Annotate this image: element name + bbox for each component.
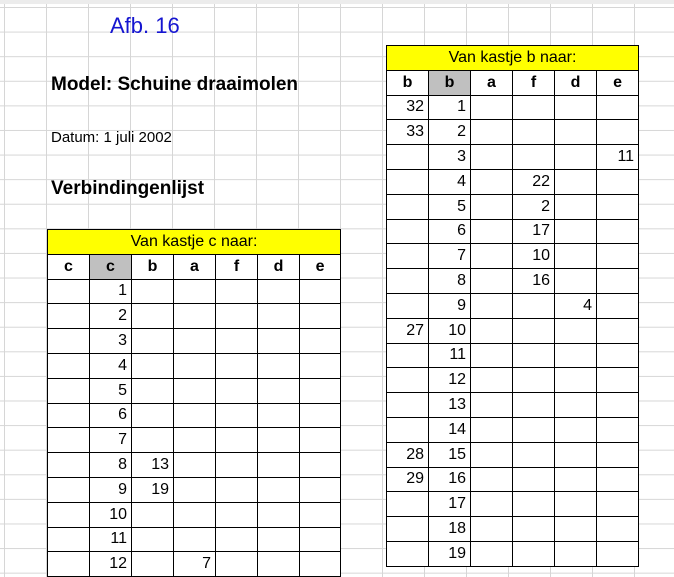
table-cell[interactable]: 14: [429, 417, 471, 442]
table-caption[interactable]: Van kastje b naar:: [387, 46, 639, 71]
table-row: [387, 517, 639, 542]
table-cell[interactable]: 12: [429, 368, 471, 393]
table-cell[interactable]: 19: [429, 541, 471, 566]
model-title: Model: Schuine draaimolen: [51, 74, 299, 95]
table-cell[interactable]: [387, 517, 429, 542]
table-cell[interactable]: [555, 442, 597, 467]
table-cell[interactable]: [513, 442, 555, 467]
table-cell[interactable]: [555, 169, 597, 194]
table-cell[interactable]: [216, 378, 258, 403]
table-cell[interactable]: 3: [429, 145, 471, 170]
table-row: [48, 428, 341, 453]
table-cell[interactable]: [471, 145, 513, 170]
table-caption-row: [48, 230, 341, 255]
table-cell[interactable]: [471, 120, 513, 145]
table-cell[interactable]: [555, 95, 597, 120]
table-cell[interactable]: 5: [429, 194, 471, 219]
table-cell[interactable]: 22: [513, 169, 555, 194]
table-cell[interactable]: [471, 393, 513, 418]
table-cell[interactable]: [387, 244, 429, 269]
table-cell[interactable]: [216, 552, 258, 577]
table-cell[interactable]: [555, 219, 597, 244]
column-header[interactable]: a: [174, 254, 216, 279]
table-cell[interactable]: [387, 219, 429, 244]
table-cell[interactable]: [258, 527, 300, 552]
table-cell[interactable]: [258, 502, 300, 527]
table-cell[interactable]: [471, 492, 513, 517]
table-cell[interactable]: [48, 329, 90, 354]
table-cell[interactable]: 19: [132, 477, 174, 502]
table-cell[interactable]: 11: [597, 145, 639, 170]
table-cell[interactable]: [174, 477, 216, 502]
table-cell[interactable]: [471, 169, 513, 194]
table-cell[interactable]: [471, 541, 513, 566]
table-cell[interactable]: [258, 279, 300, 304]
table-row: [48, 453, 341, 478]
table-cell[interactable]: [597, 517, 639, 542]
table-row: [387, 368, 639, 393]
table-cell[interactable]: [300, 304, 341, 329]
table-row: [387, 318, 639, 343]
table-cell[interactable]: 2: [429, 120, 471, 145]
table-cell[interactable]: [471, 293, 513, 318]
table-cell[interactable]: [555, 541, 597, 566]
column-header[interactable]: a: [471, 70, 513, 95]
table-caption[interactable]: Van kastje c naar:: [48, 230, 341, 255]
table-cell[interactable]: [216, 527, 258, 552]
table-row: [387, 244, 639, 269]
table-cell[interactable]: 18: [429, 517, 471, 542]
connection-table-c: [47, 229, 341, 577]
table-cell[interactable]: [258, 477, 300, 502]
table-cell[interactable]: [597, 120, 639, 145]
table-cell[interactable]: [132, 428, 174, 453]
table-cell[interactable]: [174, 453, 216, 478]
table-cell[interactable]: 2: [90, 304, 132, 329]
table-cell[interactable]: 8: [90, 453, 132, 478]
table-cell[interactable]: [48, 353, 90, 378]
connection-table-b: [386, 45, 639, 567]
table-cell[interactable]: [597, 269, 639, 294]
table-cell[interactable]: [513, 293, 555, 318]
table-cell[interactable]: [513, 517, 555, 542]
table-cell[interactable]: [471, 467, 513, 492]
table-cell[interactable]: [387, 169, 429, 194]
table-cell[interactable]: 33: [387, 120, 429, 145]
table-cell[interactable]: [216, 304, 258, 329]
table-cell[interactable]: 28: [387, 442, 429, 467]
column-header[interactable]: d: [258, 254, 300, 279]
table-cell[interactable]: [555, 269, 597, 294]
table-cell[interactable]: [471, 368, 513, 393]
table-cell[interactable]: [216, 329, 258, 354]
table-cell[interactable]: 8: [429, 269, 471, 294]
table-cell[interactable]: [555, 368, 597, 393]
table-cell[interactable]: 32: [387, 95, 429, 120]
table-cell[interactable]: [216, 428, 258, 453]
table-cell[interactable]: [387, 145, 429, 170]
table-row: [387, 541, 639, 566]
table-row: [387, 95, 639, 120]
table-cell[interactable]: [597, 318, 639, 343]
table-row: [387, 169, 639, 194]
table-cell[interactable]: [387, 269, 429, 294]
table-row: [48, 552, 341, 577]
table-cell[interactable]: 5: [90, 378, 132, 403]
table-row: [48, 279, 341, 304]
table-cell[interactable]: [258, 378, 300, 403]
table-cell[interactable]: 1: [90, 279, 132, 304]
table-cell[interactable]: [48, 527, 90, 552]
table-cell[interactable]: 10: [90, 502, 132, 527]
table-cell[interactable]: [513, 393, 555, 418]
table-cell[interactable]: [513, 145, 555, 170]
table-cell[interactable]: [216, 403, 258, 428]
table-cell[interactable]: [513, 368, 555, 393]
toolbar-edge: [0, 0, 674, 4]
table-cell[interactable]: [300, 502, 341, 527]
table-row: [387, 120, 639, 145]
table-cell[interactable]: [555, 417, 597, 442]
table-cell[interactable]: [174, 304, 216, 329]
table-cell[interactable]: [174, 502, 216, 527]
table-row: [387, 293, 639, 318]
table-cell[interactable]: 12: [90, 552, 132, 577]
table-cell[interactable]: [471, 244, 513, 269]
table-cell[interactable]: [597, 169, 639, 194]
table-cell[interactable]: [48, 403, 90, 428]
table-cell[interactable]: [597, 219, 639, 244]
table-row: [387, 269, 639, 294]
table-cell[interactable]: 1: [429, 95, 471, 120]
table-cell[interactable]: [597, 368, 639, 393]
table-cell[interactable]: [387, 492, 429, 517]
table-cell[interactable]: [471, 343, 513, 368]
table-cell[interactable]: [300, 353, 341, 378]
table-cell[interactable]: 6: [90, 403, 132, 428]
table-cell[interactable]: 3: [90, 329, 132, 354]
table-cell[interactable]: [387, 541, 429, 566]
figure-label: Afb. 16: [110, 13, 180, 38]
table-cell[interactable]: [597, 492, 639, 517]
connection-list-title: Verbindingenlijst: [51, 178, 205, 199]
table-cell[interactable]: [597, 194, 639, 219]
table-cell[interactable]: [555, 244, 597, 269]
column-header[interactable]: b: [387, 70, 429, 95]
table-cell[interactable]: [300, 279, 341, 304]
table-row: [48, 353, 341, 378]
table-header-row: [48, 254, 341, 279]
column-header[interactable]: b: [132, 254, 174, 279]
table-cell[interactable]: 17: [513, 219, 555, 244]
table-cell[interactable]: [513, 541, 555, 566]
table-cell[interactable]: [597, 95, 639, 120]
table-cell[interactable]: [387, 393, 429, 418]
table-cell[interactable]: [387, 194, 429, 219]
table-cell[interactable]: 13: [429, 393, 471, 418]
table-cell[interactable]: [258, 453, 300, 478]
table-row: [387, 393, 639, 418]
table-cell[interactable]: [471, 318, 513, 343]
table-cell[interactable]: [258, 329, 300, 354]
table-cell[interactable]: [513, 343, 555, 368]
table-cell[interactable]: [555, 492, 597, 517]
table-cell[interactable]: [174, 353, 216, 378]
table-caption-row: [387, 46, 639, 71]
table-row: [387, 417, 639, 442]
table-cell[interactable]: [48, 428, 90, 453]
table-cell[interactable]: [471, 442, 513, 467]
date-label: Datum: 1 juli 2002: [51, 129, 172, 146]
table-cell[interactable]: 7: [174, 552, 216, 577]
table-cell[interactable]: [597, 442, 639, 467]
table-cell[interactable]: 10: [429, 318, 471, 343]
table-cell[interactable]: 27: [387, 318, 429, 343]
table-row: [48, 329, 341, 354]
table-cell[interactable]: 6: [429, 219, 471, 244]
table-cell[interactable]: [513, 492, 555, 517]
column-header[interactable]: b: [429, 70, 471, 95]
table-row: [387, 219, 639, 244]
table-cell[interactable]: 4: [555, 293, 597, 318]
table-cell[interactable]: [300, 477, 341, 502]
table-cell[interactable]: 7: [429, 244, 471, 269]
table-cell[interactable]: [555, 194, 597, 219]
table-cell[interactable]: 11: [429, 343, 471, 368]
table-cell[interactable]: [174, 378, 216, 403]
table-row: [387, 442, 639, 467]
table-cell[interactable]: [48, 378, 90, 403]
table-cell[interactable]: [258, 428, 300, 453]
table-cell[interactable]: [132, 403, 174, 428]
table-cell[interactable]: [216, 477, 258, 502]
table-cell[interactable]: 7: [90, 428, 132, 453]
table-cell[interactable]: 16: [429, 467, 471, 492]
table-cell[interactable]: 17: [429, 492, 471, 517]
table-cell[interactable]: [48, 552, 90, 577]
table-cell[interactable]: [48, 477, 90, 502]
table-cell[interactable]: [132, 353, 174, 378]
table-cell[interactable]: [597, 417, 639, 442]
table-cell[interactable]: [258, 304, 300, 329]
table-cell[interactable]: [471, 194, 513, 219]
table-row: [387, 467, 639, 492]
table-cell[interactable]: [132, 378, 174, 403]
table-cell[interactable]: [132, 502, 174, 527]
table-row: [387, 343, 639, 368]
table-cell[interactable]: [216, 453, 258, 478]
column-header[interactable]: f: [216, 254, 258, 279]
table-cell[interactable]: 11: [90, 527, 132, 552]
table-cell[interactable]: [300, 527, 341, 552]
table-cell[interactable]: [132, 329, 174, 354]
table-cell[interactable]: [300, 403, 341, 428]
table-cell[interactable]: [132, 527, 174, 552]
table-row: [48, 378, 341, 403]
table-cell[interactable]: [555, 145, 597, 170]
table-cell[interactable]: [48, 453, 90, 478]
table-cell[interactable]: [387, 368, 429, 393]
table-cell[interactable]: [300, 453, 341, 478]
column-header[interactable]: f: [513, 70, 555, 95]
table-cell[interactable]: 29: [387, 467, 429, 492]
table-cell[interactable]: 9: [429, 293, 471, 318]
table-cell[interactable]: 2: [513, 194, 555, 219]
table-row: [48, 304, 341, 329]
table-cell[interactable]: [387, 417, 429, 442]
table-cell[interactable]: [513, 95, 555, 120]
table-cell[interactable]: 9: [90, 477, 132, 502]
table-cell[interactable]: [258, 403, 300, 428]
table-cell[interactable]: [471, 95, 513, 120]
table-cell[interactable]: [555, 517, 597, 542]
table-cell[interactable]: 4: [429, 169, 471, 194]
table-row: [48, 403, 341, 428]
table-cell[interactable]: [258, 552, 300, 577]
table-cell[interactable]: [555, 467, 597, 492]
table-row: [387, 492, 639, 517]
table-cell[interactable]: [300, 329, 341, 354]
table-cell[interactable]: [471, 219, 513, 244]
table-cell[interactable]: [471, 417, 513, 442]
table-cell[interactable]: [174, 329, 216, 354]
table-cell[interactable]: [597, 393, 639, 418]
table-cell[interactable]: [555, 343, 597, 368]
table-cell[interactable]: [597, 293, 639, 318]
table-cell[interactable]: [471, 269, 513, 294]
table-cell[interactable]: 10: [513, 244, 555, 269]
table-row: [48, 477, 341, 502]
table-cell[interactable]: [555, 120, 597, 145]
table-cell[interactable]: [300, 378, 341, 403]
table-cell[interactable]: [513, 120, 555, 145]
table-cell[interactable]: 16: [513, 269, 555, 294]
table-cell[interactable]: [216, 353, 258, 378]
table-cell[interactable]: [174, 428, 216, 453]
table-row: [387, 145, 639, 170]
table-cell[interactable]: [48, 304, 90, 329]
table-cell[interactable]: [513, 318, 555, 343]
column-header[interactable]: c: [48, 254, 90, 279]
table-cell[interactable]: [597, 244, 639, 269]
table-cell[interactable]: [555, 393, 597, 418]
table-header-row: [387, 70, 639, 95]
column-header[interactable]: d: [555, 70, 597, 95]
table-cell[interactable]: 15: [429, 442, 471, 467]
table-row: [387, 194, 639, 219]
table-cell[interactable]: [597, 467, 639, 492]
table-cell[interactable]: [513, 417, 555, 442]
table-cell[interactable]: [513, 467, 555, 492]
table-cell[interactable]: [174, 403, 216, 428]
table-cell[interactable]: [471, 517, 513, 542]
table-cell[interactable]: [300, 428, 341, 453]
table-cell[interactable]: [216, 279, 258, 304]
column-header[interactable]: e: [300, 254, 341, 279]
table-row: [48, 502, 341, 527]
column-header[interactable]: c: [90, 254, 132, 279]
table-cell[interactable]: [597, 343, 639, 368]
table-cell[interactable]: [258, 353, 300, 378]
table-cell[interactable]: [174, 279, 216, 304]
table-cell[interactable]: [132, 552, 174, 577]
table-cell[interactable]: [174, 527, 216, 552]
table-cell[interactable]: [132, 304, 174, 329]
table-cell[interactable]: [132, 279, 174, 304]
table-cell[interactable]: [597, 541, 639, 566]
table-cell[interactable]: [216, 502, 258, 527]
table-cell[interactable]: [48, 502, 90, 527]
table-cell[interactable]: [387, 293, 429, 318]
table-cell[interactable]: [555, 318, 597, 343]
column-header[interactable]: e: [597, 70, 639, 95]
table-cell[interactable]: [387, 343, 429, 368]
table-row: [48, 527, 341, 552]
table-cell[interactable]: [300, 552, 341, 577]
table-cell[interactable]: 4: [90, 353, 132, 378]
table-cell[interactable]: [48, 279, 90, 304]
table-cell[interactable]: 13: [132, 453, 174, 478]
